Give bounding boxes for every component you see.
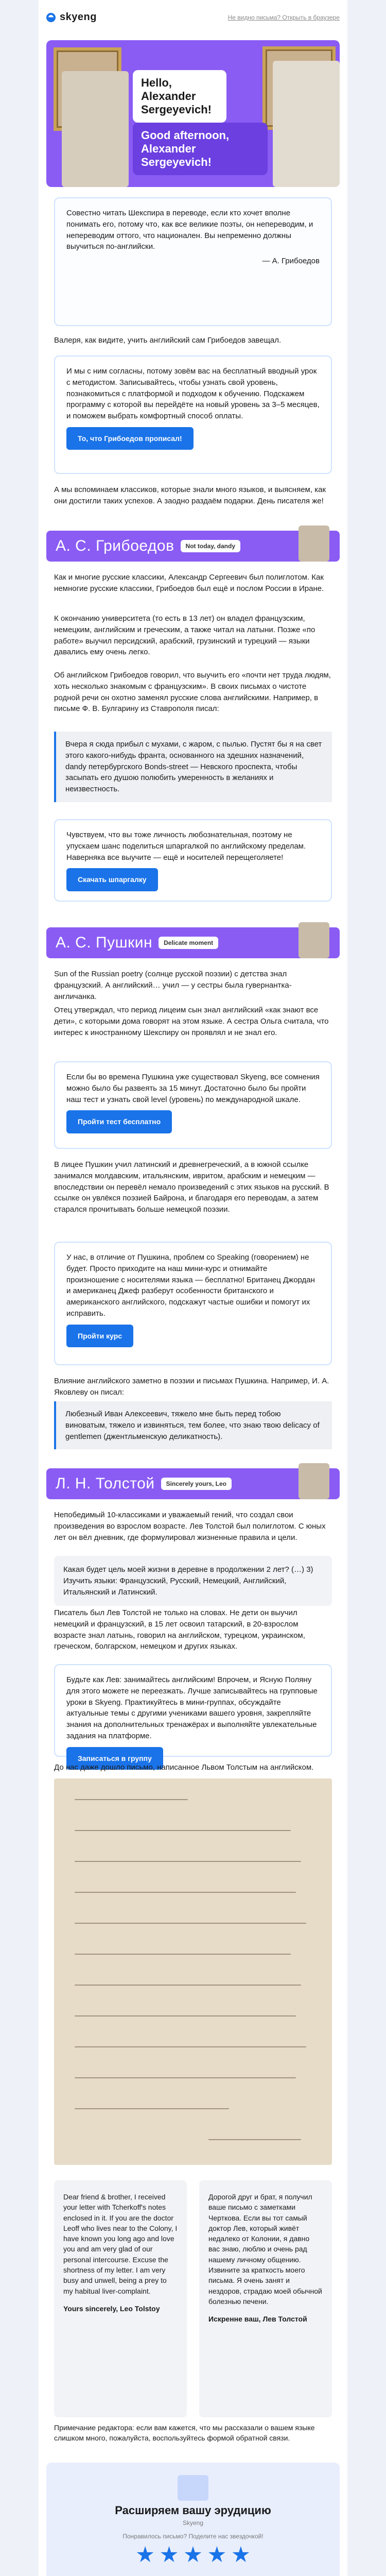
griboedov-quote: Вчера я сюда прибыл с мухами, с жаром, с пылью. Пустят бы я на свет этого какого-нибудь франта, основанного на здешних назначений, dandy петербургского Bonds-street — Невского проспекта, чтобы засыпать его душою полюбить умеренность в желаниях и неизвестность. [54, 732, 332, 802]
quote-text: Совестно читать Шекспира в переводе, если кто хочет вполне понимать его, потому что, как все великие поэты, он непереводим, и непереводим оттого, что национален. Вы непременно должны выучиться по-английски. [66, 209, 313, 251]
star-icon-3[interactable] [184, 2546, 202, 2564]
join-group-button[interactable]: Записаться в группу [66, 1747, 163, 1770]
cta-text: Будьте как Лев: занимайтесь английским! Впрочем, и Ясную Поляну для этого можете не переезжать. Лучше записывайтесь на групповые уроки в Skyeng. Практикуйтесь в мини-группах, обсуждайте актуальные темы с другими учениками вашего уровня, закрепляйте знания на дополнительных тренажёрах и выполняйте увлекательные задания на платформе. [66, 1675, 318, 1740]
email-body [39, 0, 347, 2576]
griboedov-paragraph-2: К окончанию университета (то есть в 13 лет) он владел французским, немецким, английским и греческим, а также читал на латыни. Позже «по работе» выучил персидский, арабский, грузинский и турецкий — языки давались ему очень легко. [54, 614, 315, 657]
rating-title: Расширяем вашу эрудицию [115, 2504, 271, 2517]
section-tolstoy [46, 1468, 340, 1499]
tolstoy-diary-quote: Какая будет цель моей жизни в деревне в продолжении 2 лет? (…) 3) Изучить языки: Французский, Русский, Немецкий, Английский, Итальянский и Латинский. [54, 1556, 332, 1606]
cta-card-course [54, 1242, 332, 1365]
quote-author: — А. Грибоедов [262, 257, 320, 265]
open-in-browser-link[interactable]: Не видно письма? Открыть в браузере [227, 14, 340, 21]
cta-text: У нас, в отличие от Пушкина, проблем со Speaking (говорением) не будет. Просто приходите на наш мини-курс и отнимайте произношение с носителями языка — бесплатно! Британец Джордан и американец Джеф разберут особенности британского и американского английского, подскажут частые ошибки и помогут их исправить. [66, 1253, 315, 1318]
tolstoy-paragraph-3: До нас даже дошло письмо, написанное Львом Толстым на английском. [54, 1763, 314, 1772]
rating-block [46, 2463, 340, 2576]
letter-english [54, 2180, 187, 2417]
cta-card-cheatsheet [54, 819, 332, 902]
greeting-bubble-right: Good afternoon, Alexander Sergeyevich! [133, 123, 268, 175]
download-cheatsheet-button[interactable]: Скачать шпаргалку [66, 868, 158, 891]
rating-prompt: Понравилось письмо? Поделите нас звездочкой! [122, 2533, 264, 2540]
pushkin-thumb [299, 922, 329, 958]
star-icon-4[interactable] [208, 2546, 225, 2564]
cta-card-group [54, 1664, 332, 1762]
letter-translation [54, 2180, 332, 2417]
cta-text: Чувствуем, что вы тоже личность любознательная, поэтому не упускаем шанс поделиться шпаргалкой по английскому пределам. Наверняка все выучите — ещё и носителей перещеголяете! [66, 831, 306, 862]
section-griboedov [46, 531, 340, 562]
star-icon-1[interactable] [136, 2546, 154, 2564]
pushkin-quote: Любезный Иван Алексеевич, тяжело мне быть перед тобою виноватым, тяжело и извиняться, тем более, что знаю твою delicacy of gentlemen (джентльменскую деликатность). [54, 1401, 332, 1449]
letter-russian [199, 2180, 332, 2417]
intro-quote [54, 197, 332, 326]
editor-note: Примечание редактора: если вам кажется, что мы рассказали о вашем языке слишком много, пожалуйста, воспользуйтесь формой обратной связи. [54, 2424, 315, 2443]
intro-paragraph-1: Валеря, как видите, учить английский сам Грибоедов завещал. [54, 336, 282, 345]
pushkin-paragraph-4: Влияние английского заметно в поэзии и письмах Пушкина. Например, И. А. Яковлеву он писал: [54, 1377, 329, 1397]
letter-russian-text: Дорогой друг и брат, я получил ваше письмо с заметками Черткова. Если вы тот самый доктор Лев, который живёт недалеко от Колонии, я давно вас знаю, люблю и очень рад нашему личному общению. Извините за краткость моего письма. Я очень занят и нездоров, страдаю моей обычной болезнью печени. [208, 2193, 322, 2306]
hero-banner [46, 40, 340, 187]
section-tag: Not today, dandy [181, 540, 240, 552]
star-icon-2[interactable] [161, 2546, 178, 2564]
book-icon [178, 2475, 208, 2501]
tolstoy-letter-image [54, 1778, 332, 2165]
letter-russian-sign: Искренне ваш, Лев Толстой [208, 2315, 307, 2324]
section-title: А. С. Грибоедов [56, 537, 174, 554]
skyeng-logo-icon [46, 13, 56, 22]
pushkin-portrait [62, 71, 129, 187]
logo[interactable] [46, 11, 97, 23]
letter-english-sign: Yours sincerely, Leo Tolstoy [63, 2304, 160, 2313]
tolstoy-paragraph-1: Непобедимый 10-классиками и уважаемый гений, что создал свои произведения во взрослом возрасте. Лев Толстой был полиглотом. С юных лет он вёл дневник, где формулировал жизненные правила и цели. [54, 1511, 326, 1542]
griboedov-portrait [273, 61, 340, 187]
rating-subtitle: Skyeng [182, 2519, 204, 2527]
cta-button-intro[interactable]: То, что Грибоедов прописал! [66, 427, 194, 450]
griboedov-thumb [299, 526, 329, 562]
section-pushkin [46, 927, 340, 958]
letter-english-text: Dear friend & brother, I received your letter with Tcherkoff's notes enclosed in it. If you are the doctor Leoff who lives near to the Colony, I have known you long ago and love you and am very glad of our personal intercourse. Excuse the shortness of my letter. I am very busy and unwell, being a prey to my habitual liver-complaint. [63, 2193, 178, 2295]
section-tag: Sincerely yours, Leo [161, 1478, 232, 1490]
pushkin-paragraph-2: Отец утверждал, что период лицеим сын знал английский «как знают все дети», с которыми дома говорят на этом языке. А сестра Ольга считала, что интерес к иностранному Шекспиру он проявлял и не знал его. [54, 1006, 329, 1037]
pushkin-paragraph-1: Sun of the Russian poetry (солнце русской поэзии) с детства знал французский. А английский… учил — у сестры была гувернантка-англичанка. [54, 970, 292, 1001]
section-tag: Delicate moment [159, 937, 218, 949]
pushkin-paragraph-3: В лицее Пушкин учил латинский и древнегреческий, а в южной ссылке занимался молдавским, итальянским, ивритом, арабским и немецким — впоследствии он перевёл немало произведений с этих языков на русский. В ссылке он увлёкся поэзией Байрона, и благодаря его переводам, а затем старался прочитывать больше немецкой поэзии. [54, 1160, 329, 1214]
cta-text: Если бы во времена Пушкина уже существовал Skyeng, все сомнения можно было бы развеять за 15 минут. Достаточно было бы пройти наш тест и узнать свой level (уровень) по международной шкале. [66, 1073, 320, 1104]
header [46, 0, 340, 36]
cta-card-intro [54, 355, 332, 474]
greeting-bubble-left: Hello, Alexander Sergeyevich! [133, 70, 226, 123]
cta-card-test [54, 1061, 332, 1149]
cta-text: И мы с ним согласны, потому зовём вас на бесплатный вводный урок с методистом. Записывайтесь, чтобы узнать свой уровень, познакомиться с платформой и подходом к обучению. Подскажем программу с которой вы перейдёте на новый уровень за 3–5 месяцев, и поможем выбрать комфортный способ оплаты. [66, 367, 320, 420]
section-title: А. С. Пушкин [56, 934, 153, 951]
griboedov-paragraph-1: Как и многие русские классики, Александр Сергеевич был полиглотом. Как немногие русские классики, Грибоедов был ещё и послом России в Иране. [54, 573, 324, 593]
intro-paragraph-2: А мы вспоминаем классиков, которые знали много языков, и выясняем, как они достигли таких успехов. А заодно раздаём подарки. День писателя же! [54, 485, 326, 505]
tolstoy-thumb [299, 1463, 329, 1499]
star-icon-5[interactable] [232, 2546, 250, 2564]
take-test-button[interactable]: Пройти тест бесплатно [66, 1110, 172, 1133]
griboedov-paragraph-3: Об английском Грибоедов говорил, что выучить его «почти нет труда людям, хоть несколько знакомым с французским». В своих письмах о чистоте родной речи он охотно заменял русские слова английскими. Например, в письме Ф. В. Булгарину из Ставрополя писал: [54, 671, 331, 714]
section-title: Л. Н. Толстой [56, 1475, 155, 1492]
tolstoy-paragraph-2: Писатель был Лев Толстой не только на словах. Не дети он выучил немецкий и французский, в 15 лет освоил татарский, в 20-взрослом возрасте знал латынь, говорил на английском, турецком, украинском, греческом, болгарском, немецком и других языках. [54, 1608, 305, 1651]
take-course-button[interactable]: Пройти курс [66, 1325, 133, 1347]
brand-name: skyeng [60, 11, 97, 23]
star-row [46, 2546, 340, 2566]
